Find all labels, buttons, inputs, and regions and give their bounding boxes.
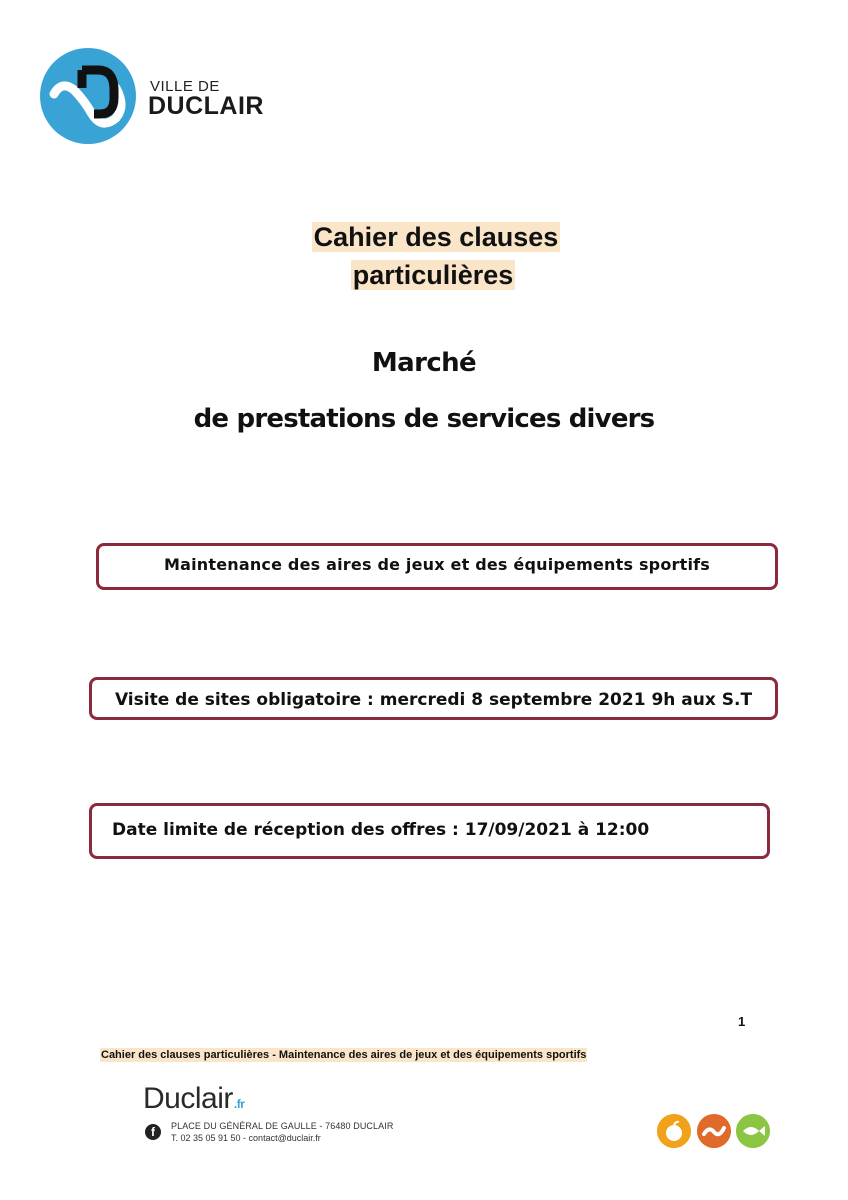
title-line2-text: particulières <box>352 260 514 290</box>
footer-address: PLACE DU GÉNÉRAL DE GAULLE - 76480 DUCLAIR <box>171 1121 394 1131</box>
logo-ville-de-text: VILLE DE <box>150 78 220 95</box>
ville-de-duclair-logo <box>40 48 300 148</box>
title-line1-text: Cahier des clauses <box>313 222 559 252</box>
apple-label-icon <box>657 1114 691 1148</box>
page-number: 1 <box>738 1014 746 1029</box>
subtitle-marche: Marché <box>371 348 477 378</box>
wave-label-icon <box>697 1114 731 1148</box>
footer-contact: T. 02 35 05 91 50 - contact@duclair.fr <box>171 1133 321 1143</box>
footer-brand <box>143 1082 244 1116</box>
document-title-line2 <box>0 260 848 291</box>
footer-brand-name: Duclair <box>143 1082 233 1115</box>
logo-duclair-text: DUCLAIR <box>148 92 264 120</box>
footer-brand-suffix: .fr <box>233 1097 245 1111</box>
document-title-line1 <box>0 222 848 253</box>
site-visit-box: Visite de sites obligatoire : mercredi 8 septembre 2021 9h aux S.T <box>89 677 778 720</box>
object-box: Maintenance des aires de jeux et des équipements sportifs <box>96 543 778 590</box>
footer-document-title: Cahier des clauses particulières - Maintenance des aires de jeux et des équipements sportifs <box>101 1049 587 1061</box>
duclair-logo-mark-icon <box>40 48 136 144</box>
subtitle-prestations: de prestations de services divers <box>193 404 655 434</box>
facebook-icon[interactable]: f <box>145 1124 161 1140</box>
deadline-box: Date limite de réception des offres : 17/09/2021 à 12:00 <box>89 803 770 859</box>
fish-label-icon <box>736 1114 770 1148</box>
